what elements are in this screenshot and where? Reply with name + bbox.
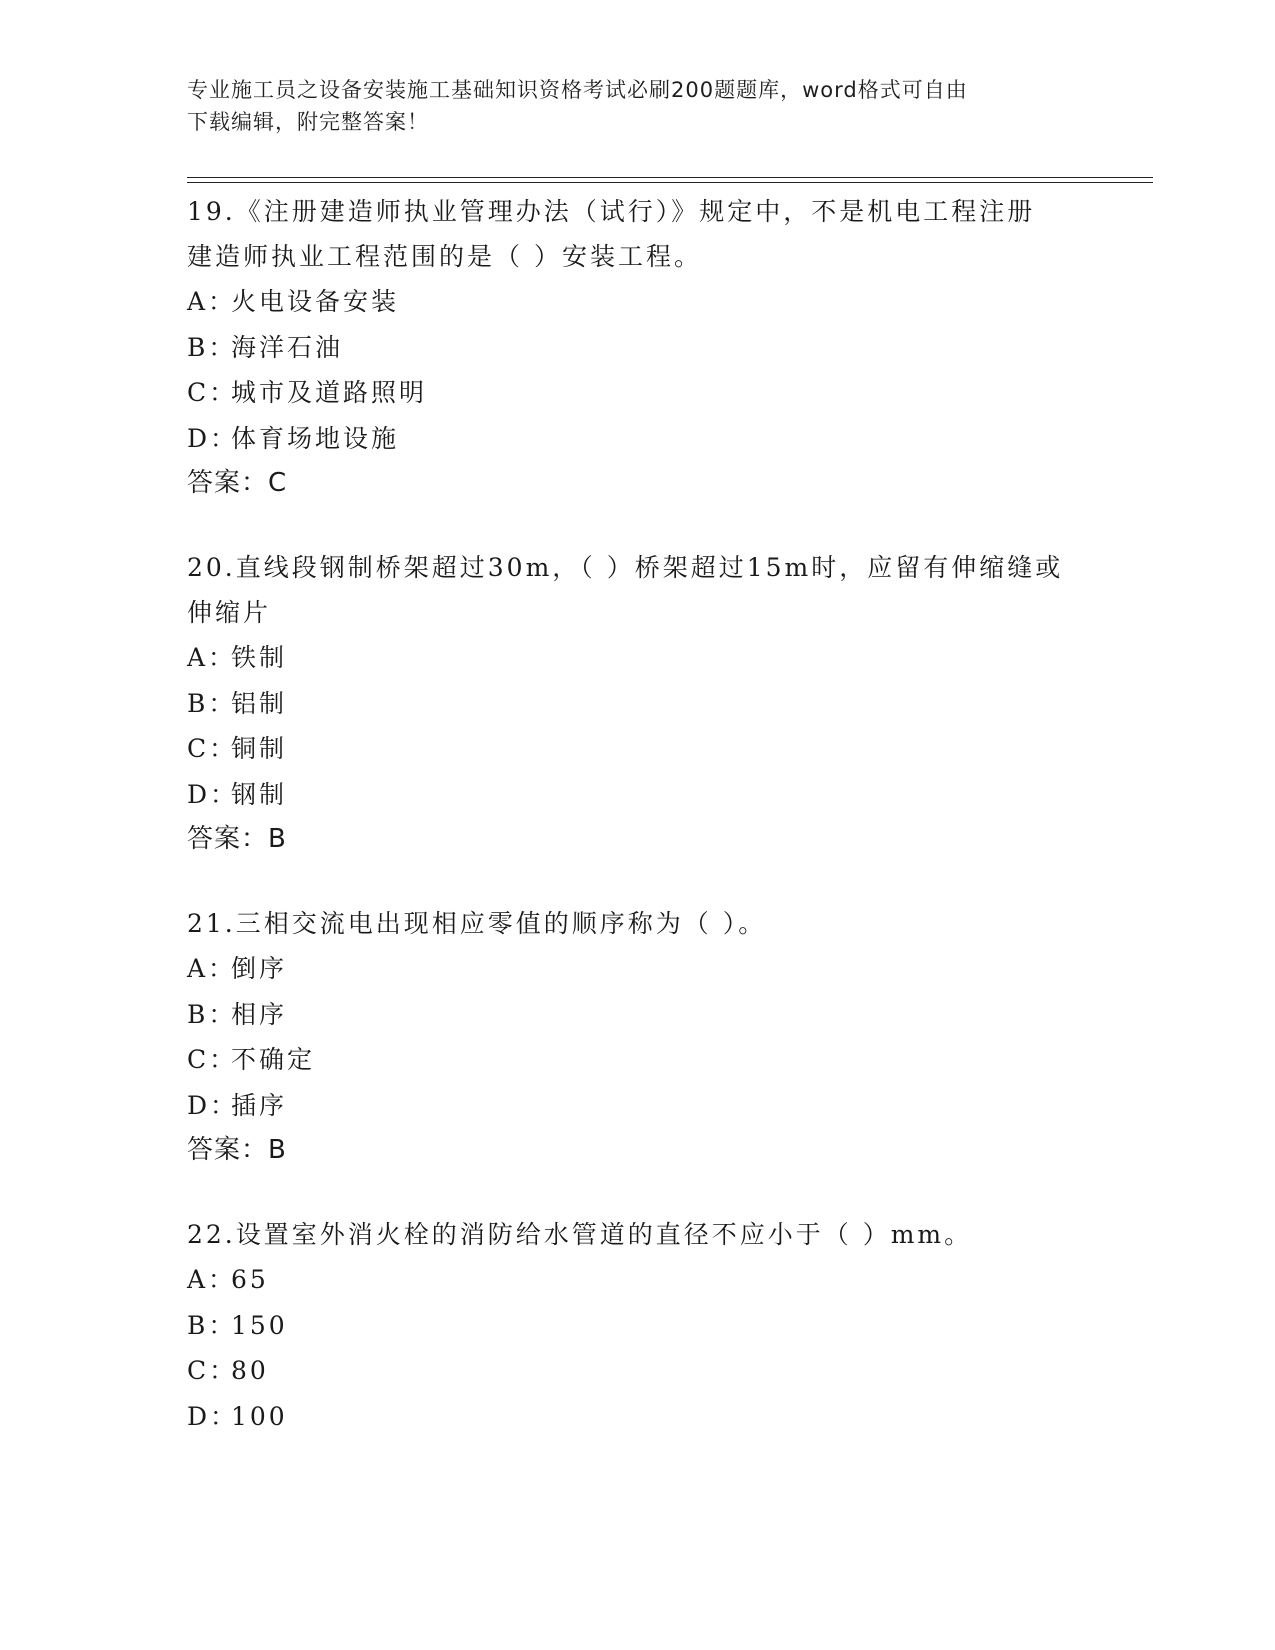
option-key: B： xyxy=(187,332,237,362)
option-key: C： xyxy=(187,1356,238,1385)
header-rule-top xyxy=(187,177,1153,178)
option-a xyxy=(187,1257,1087,1303)
option-text: 铝制 xyxy=(231,688,288,718)
option-text: 火电设备安装 xyxy=(231,287,400,316)
option-text: 体育场地设施 xyxy=(231,423,400,453)
option-text: 相序 xyxy=(231,999,288,1029)
question-stem-line-2: 伸缩片 xyxy=(187,598,272,627)
header-line-1: 专业施工员之设备安装施工基础知识资格考试必刷200题题库，word格式可自由 xyxy=(187,78,968,102)
question-22 xyxy=(187,1212,1087,1439)
option-d xyxy=(187,416,1087,462)
option-b xyxy=(187,681,1087,727)
option-c xyxy=(187,370,1087,416)
option-key: D： xyxy=(187,423,239,453)
option-c xyxy=(187,726,1087,772)
question-stem-line-1: 19.《注册建造师执业管理办法（试行）》规定中，不是机电工程注册 xyxy=(187,197,1036,226)
question-stem xyxy=(187,1212,1087,1257)
option-b xyxy=(187,992,1087,1038)
question-21 xyxy=(187,901,1087,1173)
option-text: 海洋石油 xyxy=(231,332,344,362)
option-text: 铜制 xyxy=(231,734,288,763)
option-text: 插序 xyxy=(231,1090,288,1120)
option-a xyxy=(187,279,1087,325)
question-stem-line-1: 21.三相交流电出现相应零值的顺序称为（ ）。 xyxy=(187,909,767,938)
option-key: A： xyxy=(187,1265,237,1294)
option-d xyxy=(187,1394,1087,1440)
option-key: D： xyxy=(187,1090,239,1120)
header-line-2: 下载编辑，附完整答案！ xyxy=(187,110,429,134)
option-text: 80 xyxy=(231,1356,269,1385)
option-key: B： xyxy=(187,688,237,718)
question-stem-line-1: 22.设置室外消火栓的消防给水管道的直径不应小于（ ）mm。 xyxy=(187,1220,973,1249)
option-key: D： xyxy=(187,1401,239,1431)
option-b xyxy=(187,325,1087,371)
option-b xyxy=(187,1303,1087,1349)
question-stem-line-2: 建造师执业工程范围的是（ ）安装工程。 xyxy=(187,242,702,271)
option-key: C： xyxy=(187,1045,238,1074)
answer-line: 答案：B xyxy=(187,1135,287,1165)
question-stem xyxy=(187,189,1087,279)
question-stem-line-1: 20.直线段钢制桥架超过30m，（ ）桥架超过15m时，应留有伸缩缝或 xyxy=(187,553,1064,582)
question-list xyxy=(187,189,1087,1478)
option-d xyxy=(187,772,1087,818)
document-header xyxy=(187,74,1087,138)
question-stem xyxy=(187,901,1087,946)
question-stem xyxy=(187,545,1087,635)
option-key: A： xyxy=(187,643,237,672)
option-key: D： xyxy=(187,779,239,809)
option-key: B： xyxy=(187,999,237,1029)
option-text: 100 xyxy=(231,1401,288,1431)
option-text: 倒序 xyxy=(231,954,288,983)
answer-line: 答案：B xyxy=(187,824,287,854)
option-text: 钢制 xyxy=(231,779,288,809)
option-text: 不确定 xyxy=(231,1045,316,1074)
option-text: 150 xyxy=(231,1310,288,1340)
option-d xyxy=(187,1083,1087,1129)
option-text: 城市及道路照明 xyxy=(231,378,428,407)
option-key: B： xyxy=(187,1310,237,1340)
question-20 xyxy=(187,545,1087,862)
option-text: 铁制 xyxy=(231,643,288,672)
header-rule-bottom xyxy=(187,182,1153,183)
option-text: 65 xyxy=(231,1265,269,1294)
option-a xyxy=(187,635,1087,681)
option-key: A： xyxy=(187,287,237,316)
option-c xyxy=(187,1037,1087,1083)
option-c xyxy=(187,1348,1087,1394)
option-a xyxy=(187,946,1087,992)
question-19 xyxy=(187,189,1087,506)
option-key: C： xyxy=(187,734,238,763)
option-key: A： xyxy=(187,954,237,983)
answer-line: 答案：C xyxy=(187,468,288,498)
option-key: C： xyxy=(187,378,238,407)
